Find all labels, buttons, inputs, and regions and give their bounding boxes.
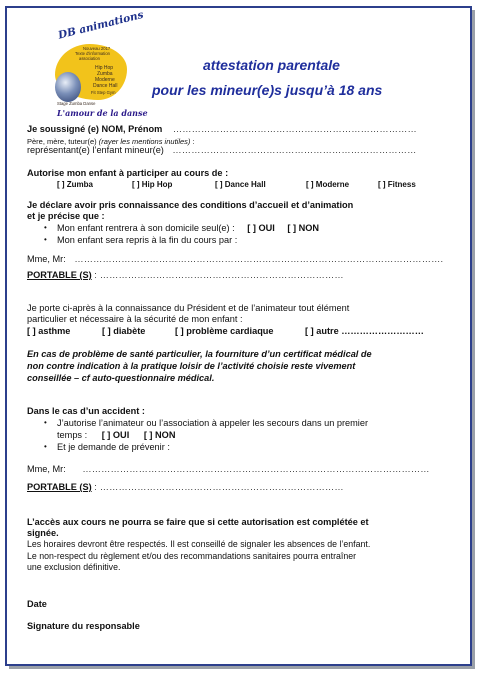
title-line-2: pour les mineur(e)s jusqu’à 18 ans xyxy=(152,82,383,98)
respect-text-1: Le non-respect du règlement et/ou des recommandations sanitaires pourra entraîner xyxy=(27,551,357,561)
logo-text-line: Zumba xyxy=(97,71,113,77)
logo-name: DB animations xyxy=(57,8,145,42)
bullet-icon: • xyxy=(44,223,47,232)
portable-label: PORTABLE (S) xyxy=(27,270,92,280)
title-line-1: attestation parentale xyxy=(203,57,340,73)
option-diabete[interactable]: [ ] diabète xyxy=(102,326,146,336)
option-zumba[interactable]: [ ] Zumba xyxy=(57,180,93,189)
representant-label: représentant(e) l’enfant mineur(e) xyxy=(27,145,164,155)
bullet-icon: • xyxy=(44,418,47,427)
rentrera-label: Mon enfant rentrera à son domicile seul(e) : xyxy=(57,223,235,233)
logo xyxy=(47,8,148,122)
option-hip-hop[interactable]: [ ] Hip Hop xyxy=(132,180,173,189)
autorise-heading: Autorise mon enfant à participer au cours de : xyxy=(27,168,229,178)
secours-text-1: J’autorise l’animateur ou l’association à appeler les secours dans un premier xyxy=(57,418,369,428)
mme-label: Mme, Mr: xyxy=(27,254,66,264)
horaires-text: Les horaires devront être respectés. Il est conseillé de signaler les absences de l’enfant. xyxy=(27,539,371,549)
date-label: Date xyxy=(27,599,47,609)
accident-heading: Dans le cas d’un accident : xyxy=(27,406,145,416)
parent-label: Père, mère, tuteur(e) xyxy=(27,137,97,146)
logo-text-line: Stage Zumba Danse xyxy=(57,101,96,106)
mme-field[interactable]: ………………………………………………………………………………………………………. xyxy=(74,254,444,264)
bullet-icon: • xyxy=(44,235,47,244)
secours-non[interactable]: [ ] NON xyxy=(143,430,176,440)
page-shadow-bottom xyxy=(9,666,475,669)
acces-text-1: L’accès aux cours ne pourra se faire que si cette autorisation est complétée et xyxy=(27,517,369,527)
logo-text-line: Moderne xyxy=(95,77,115,83)
rentrera-non[interactable]: [ ] NON xyxy=(287,223,320,233)
signature-label: Signature du responsable xyxy=(27,621,140,631)
logo-text-line: Hip Hop xyxy=(95,65,114,71)
accident-portable-field[interactable]: : …………………………………………………………………… xyxy=(94,482,344,492)
accident-mme-label: Mme, Mr: xyxy=(27,464,66,474)
option-fitness[interactable]: [ ] Fitness xyxy=(378,180,416,189)
document-page xyxy=(5,6,472,666)
logo-text-line: Nouveau 2017 xyxy=(83,46,111,51)
option-moderne[interactable]: [ ] Moderne xyxy=(306,180,350,189)
certificat-text-3: conseillée – cf auto-questionnaire médical. xyxy=(27,373,215,383)
certificat-text-2: non contre indication à la pratique loisir de l’activité choisie reste vivement xyxy=(27,361,356,371)
sante-text-2: particulier et nécessaire à la sécurité de mon enfant : xyxy=(27,314,243,324)
conditions-heading-2: et je précise que : xyxy=(27,211,105,221)
option-dance-hall[interactable]: [ ] Dance Hall xyxy=(215,180,266,189)
logo-text-line: Fit Step Gym xyxy=(91,90,116,95)
prevenir-label: Et je demande de prévenir : xyxy=(57,442,170,452)
parent-note: (rayer les mentions inutiles) xyxy=(98,137,191,146)
sante-text-1: Je porte ci-après à la connaissance du Président et de l’animateur tout élément xyxy=(27,303,350,313)
rentrera-oui[interactable]: [ ] OUI xyxy=(247,223,275,233)
respect-text-2: une exclusion définitive. xyxy=(27,562,121,572)
bullet-icon: • xyxy=(44,442,47,451)
logo-text-line: Texte d'information xyxy=(75,51,111,56)
soussigne-label: Je soussigné (e) NOM, Prénom xyxy=(27,124,163,134)
page-shadow-right xyxy=(472,10,475,668)
soussigne-field[interactable]: …………………………………………………………………… xyxy=(172,124,417,134)
option-asthme[interactable]: [ ] asthme xyxy=(27,326,71,336)
logo-motto: L'amour de la danse xyxy=(57,108,148,118)
acces-text-2: signée. xyxy=(27,528,59,538)
certificat-text-1: En cas de problème de santé particulier, la fourniture d’un certificat médical de xyxy=(27,349,372,359)
option-autre[interactable]: [ ] autre ……………………… xyxy=(305,326,424,336)
conditions-heading-1: Je déclare avoir pris connaissance des conditions d’accueil et d’animation xyxy=(27,200,354,210)
accident-portable-label: PORTABLE (S) xyxy=(27,482,92,492)
accident-mme-field[interactable]: ………………………………………………………………………………………………… xyxy=(82,464,430,474)
repris-label: Mon enfant sera repris à la fin du cours par : xyxy=(57,235,238,245)
logo-text-line: association xyxy=(79,56,100,61)
logo-text-line: Dance Hall xyxy=(93,83,118,89)
representant-field[interactable]: …………………………………………………………………… xyxy=(172,145,417,155)
disco-ball-icon xyxy=(55,72,81,102)
secours-text-2: temps : xyxy=(57,430,88,440)
option-cardiaque[interactable]: [ ] problème cardiaque xyxy=(175,326,274,336)
portable-field[interactable]: : …………………………………………………………………… xyxy=(94,270,344,280)
parent-colon: : xyxy=(190,137,195,146)
secours-oui[interactable]: [ ] OUI xyxy=(101,430,130,440)
